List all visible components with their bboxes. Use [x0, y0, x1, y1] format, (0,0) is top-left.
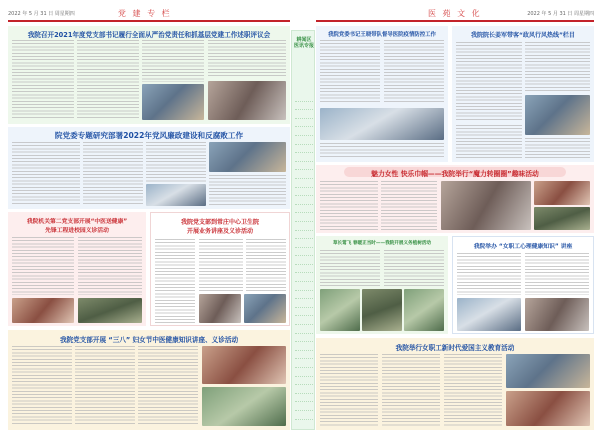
right-section-title: 医 苑 文 化 [428, 8, 482, 18]
article-body-text [456, 125, 522, 159]
article-body-text [75, 346, 135, 426]
article-body-text [78, 237, 142, 295]
article-changzhuang-clinic [150, 212, 290, 326]
article-photo [457, 298, 521, 331]
article-photo [208, 81, 286, 120]
article-photo [525, 298, 589, 331]
article-photo [244, 294, 286, 323]
article-body-text [525, 42, 590, 92]
article-womens-day-lecture [8, 330, 290, 430]
article-body-text [382, 354, 440, 426]
article-body-text [12, 237, 74, 295]
article-body-text [77, 40, 139, 120]
article-photo [404, 289, 444, 331]
article-body-text [199, 239, 243, 291]
article-photo [199, 294, 241, 323]
article-hotline-program [452, 26, 594, 162]
article-headline-line1: 我院机关第二党支部开展“中医送健康” [26, 219, 128, 225]
article-headline-line2: 开展业务讲座及义诊活动 [186, 228, 253, 235]
right-header-rule [316, 20, 594, 22]
right-page-date: 2022 年 5 月 31 日 周星期四 [527, 10, 594, 17]
article-body-text [138, 346, 198, 426]
article-body-text [155, 239, 195, 323]
article-school-clinic [8, 212, 146, 326]
article-photo [525, 95, 590, 135]
article-body-text [83, 142, 143, 206]
article-womens-activity [316, 165, 594, 233]
article-photo [506, 391, 590, 426]
article-headline: 我院党委书记王晓带队督导医院疫情防控工作 [328, 32, 436, 38]
article-body-text [456, 42, 522, 122]
article-body-text [320, 40, 380, 104]
article-body-text [381, 181, 437, 230]
article-photo [362, 289, 402, 331]
article-body-text [12, 40, 74, 120]
article-body-text [525, 138, 590, 159]
article-headline: 我院党支部开展 “三八” 妇女节中医健康知识讲座、义诊活动 [59, 336, 239, 344]
article-headline-line1: 我院党支部到常庄中心卫生院 [180, 219, 259, 226]
article-photo [320, 289, 360, 331]
article-photo [202, 387, 286, 426]
article-body-text [209, 175, 286, 206]
article-body-text [246, 239, 286, 291]
article-patriotic-education [316, 338, 594, 430]
article-headline: 我院举办 “女职工心理健康知识” 讲座 [473, 244, 573, 250]
article-photo [441, 181, 531, 230]
article-photo [146, 184, 206, 206]
left-page-header [8, 6, 290, 20]
article-headline-line2: 先锋工程进校园义诊活动 [45, 228, 109, 234]
right-page-header [316, 6, 594, 20]
article-mental-health-lecture [452, 236, 594, 334]
article-body-text [320, 354, 378, 426]
article-headline: 我院院长姜军带客“政风行风热线”栏目 [471, 32, 575, 39]
article-body-text [525, 253, 589, 295]
article-headline: 我院举行女职工新时代爱国主义教育活动 [395, 344, 515, 352]
article-headline: 院党委专题研究部署2022年党风廉政建设和反腐败工作 [54, 131, 244, 140]
article-photo [202, 346, 286, 384]
article-photo [320, 108, 444, 140]
article-body-text [384, 250, 444, 286]
article-photo [534, 181, 590, 205]
article-photo [534, 207, 590, 230]
left-page-date: 2022 年 5 月 31 日 周星期四 [8, 10, 75, 17]
article-headline: 草长莺飞 春暖正当时——我院开展义务植树活动 [332, 241, 432, 246]
article-body-text [320, 143, 444, 159]
article-photo [142, 84, 204, 120]
article-body-text [142, 40, 204, 82]
left-header-rule [8, 20, 290, 22]
article-epidemic-inspection [316, 26, 448, 162]
article-headline: 我院召开2021年度党支部书记履行全面从严治党责任和抓基层党建工作述职评议会 [27, 31, 271, 39]
article-party-secretary-review [8, 26, 290, 124]
article-body-text [384, 40, 444, 104]
article-photo [12, 298, 74, 323]
spine-title: 耕闻区 医讯专报 [294, 37, 315, 49]
article-photo [506, 354, 590, 388]
article-headline: 魅力女性 快乐巾帼——我院举行“魔力转圈圈”趣味活动 [371, 170, 539, 178]
left-section-title: 党 建 专 栏 [118, 8, 172, 18]
article-anti-corruption [8, 127, 290, 209]
article-body-text [12, 142, 80, 206]
article-body-text [320, 250, 380, 286]
spine-column [291, 30, 315, 430]
article-body-text [320, 181, 378, 230]
article-tree-planting [316, 236, 448, 334]
article-body-text [146, 142, 206, 182]
article-body-text [457, 253, 521, 295]
article-body-text [444, 354, 502, 426]
spine-index-list [295, 93, 313, 420]
article-body-text [12, 346, 72, 426]
article-photo [78, 298, 142, 323]
article-photo [209, 142, 286, 172]
article-body-text [208, 40, 286, 78]
